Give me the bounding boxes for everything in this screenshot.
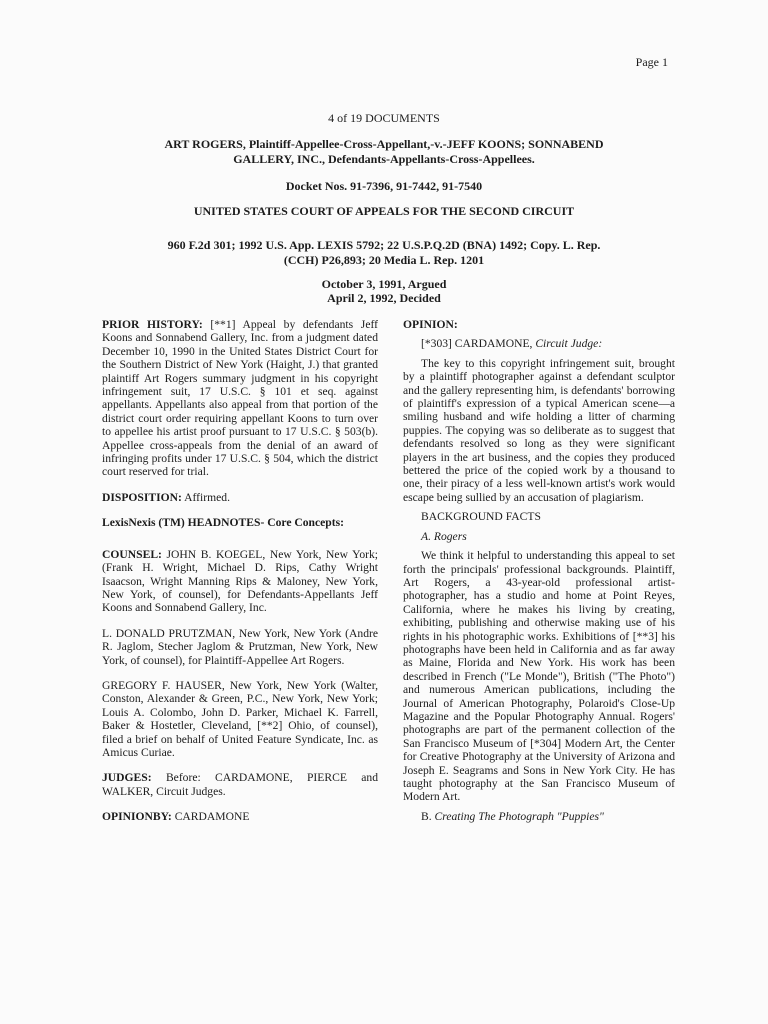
section-b-title: Creating The Photograph "Puppies" <box>434 809 604 823</box>
decided-date: April 2, 1992, Decided <box>327 291 441 305</box>
document-count: 4 of 19 DOCUMENTS <box>328 111 440 125</box>
opinionby-label: OPINIONBY: <box>102 810 172 824</box>
opinionby-text: CARDAMONE <box>171 810 250 824</box>
right-column <box>403 318 675 829</box>
opinion-by <box>102 810 378 823</box>
author-prefix: [*303] CARDAMONE, <box>421 337 536 351</box>
disposition-label: DISPOSITION: <box>102 490 182 504</box>
counsel-label: COUNSEL: <box>102 547 162 561</box>
headnotes-heading: LexisNexis (TM) HEADNOTES- Core Concepts: <box>102 516 344 530</box>
counsel-amicus: GREGORY F. HAUSER, New York, New York (Walter, Conston, Alexander & Green, P.C., New York, New York; Louis A. Colombo, John D. Parker, Michael K. Farrell, Baker & Hostetler, Cleveland, [**2] Ohio, of counsel), filed a brief on behalf of United Feature Syndicate, Inc. as Amicus Curiae. <box>102 678 378 759</box>
background-facts-heading: BACKGROUND FACTS <box>421 510 541 524</box>
case-title: ART ROGERS, Plaintiff-Appellee-Cross-Appellant,-v.-JEFF KOONS; SONNABEND GALLERY, INC., Defendants-Appellants-Cross-Appellees. <box>164 137 604 166</box>
section-b-prefix: B. <box>421 809 435 823</box>
disposition-text: Affirmed. <box>181 490 230 504</box>
page-number: Page 1 <box>635 55 668 69</box>
prior-history-text: [**1] Appeal by defendants Jeff Koons and Sonnabend Gallery, Inc. from a judgment dated December 10, 1990 in the United States District Court for the Southern District of New York (Haight, J.) that granted plaintiff Art Rogers summary judgment in his copyright infringement suit, 17 U.S.C. § 101 et seq. against appellants. Appellants also appeal from that portion of the district court order requiring appellant Koons to turn over to appellee his artist proof pursuant to 17 U.S.C. § 503(b). Appellee cross-appeals from the denial of an award of infringing profits under 17 U.S.C. § 504, which the district court reserved for trial. <box>102 318 378 479</box>
docket-numbers: Docket Nos. 91-7396, 91-7442, 91-7540 <box>285 179 483 193</box>
left-column <box>102 318 378 836</box>
section-a-heading: A. Rogers <box>421 529 467 543</box>
judges-label: JUDGES: <box>102 771 152 785</box>
opinion-author <box>403 337 675 350</box>
opinion-heading: OPINION: <box>403 318 458 331</box>
judges <box>102 771 378 798</box>
opinion-paragraph-2: We think it helpful to understanding this appeal to set forth the principals' professional backgrounds. Plaintiff, Art Rogers, a 43-year-old professional artist-photographer, has a studio and home at Point Reyes, California, where he makes his living by creating, exhibiting, publishing and otherwise making use of his rights in his photographic works. Exhibitions of [**3] his photographs have been held in California and as far away as Maine, Florida and New York. His work has been described in French ("Le Monde"), British ("The Photo") and numerous American publications, including the Journal of American Photography, Polaroid's Close-Up Magazine and the Popular Photography Annual. Rogers' photographs are part of the permanent collection of the San Francisco Museum of [*304] Modern Art, the Center for Creative Photography at the University of Arizona and Joseph E. Seagrams and Sons in New York City. He has taught photography at the San Francisco Museum of Modern Art. <box>403 549 675 804</box>
counsel-appellee: L. DONALD PRUTZMAN, New York, New York (Andre R. Jaglom, Stecher Jaglom & Prutzman, New York, New York, of counsel), for Plaintiff-Appellee Art Rogers. <box>102 626 378 667</box>
opinion-paragraph-1: The key to this copyright infringement suit, brought by a plaintiff photographer against a defendant sculptor and the gallery representing him, is defendants' borrowing of plaintiff's expression of a typical American scene—a smiling husband and wife holding a litter of charming puppies. The copying was so deliberate as to suggest that defendants resolved so long as they were significant players in the art business, and the copies they produced bettered the price of the copied work by a thousand to one, their piracy of a less well-known artist's work would escape being sullied by an accusation of plagiarism. <box>403 356 675 504</box>
counsel-text: JOHN B. KOEGEL, New York, New York; (Frank H. Wright, Michael D. Rips, Cathy Wright Isaacson, Wright Manning Rips & Maloney, New York, New York, of counsel), for Defendants-Appellants Jeff Koons and Sonnabend Gallery, Inc. <box>102 547 378 615</box>
author-title: Circuit Judge: <box>535 337 603 351</box>
counsel <box>102 548 378 615</box>
prior-history <box>102 318 378 479</box>
disposition <box>102 491 378 504</box>
court-name: UNITED STATES COURT OF APPEALS FOR THE SECOND CIRCUIT <box>193 204 575 218</box>
prior-history-label: PRIOR HISTORY: <box>102 318 203 331</box>
case-citation: 960 F.2d 301; 1992 U.S. App. LEXIS 5792; 22 U.S.P.Q.2D (BNA) 1492; Copy. L. Rep. (CCH) P26,893; 20 Media L. Rep. 1201 <box>167 238 601 267</box>
judges-text: Before: CARDAMONE, PIERCE and WALKER, Circuit Judges. <box>102 771 378 798</box>
argued-date: October 3, 1991, Argued <box>321 277 447 291</box>
section-b-heading <box>403 810 675 823</box>
case-dates <box>0 277 768 305</box>
